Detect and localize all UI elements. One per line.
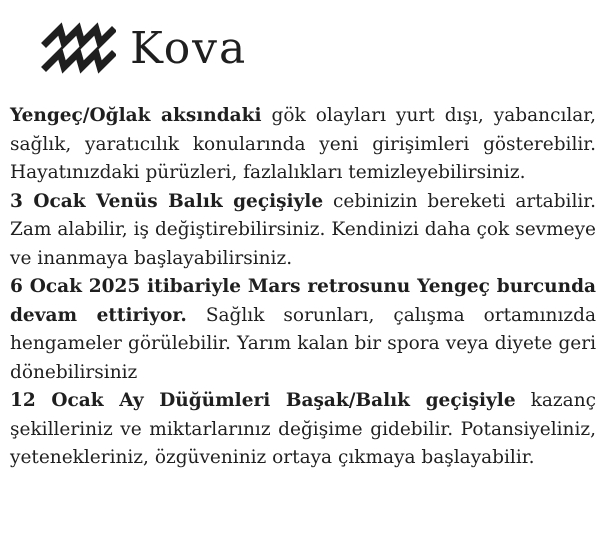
paragraph-heading: 6 Ocak 2025 itibariyle Mars retrosunu Yengeç burcunda devam ettiriyor. bbox=[10, 276, 596, 326]
paragraph-heading: Yengeç/Oğlak aksındaki bbox=[10, 105, 262, 126]
paragraph-body: gök olayları yurt dışı, yabancılar, sağlık, yaratıcılık konularında yeni girişimleri gösterebilir. Hayatınızdaki pürüzleri, fazlalıkları temizleyebilirsiniz. bbox=[10, 105, 596, 183]
page-title: Kova bbox=[130, 23, 248, 74]
aquarius-icon bbox=[40, 21, 116, 77]
paragraph-nodes bbox=[10, 387, 596, 473]
paragraph-heading: 12 Ocak Ay Düğümleri Başak/Balık geçişiyle bbox=[10, 390, 516, 411]
page-header bbox=[40, 14, 247, 84]
paragraph-venus bbox=[10, 188, 596, 274]
paragraph-body: kazanç şekilleriniz ve miktarlarınız değişime gidebilir. Potansiyeliniz, yetenekleriniz, özgüveniniz ortaya çıkmaya başlayabilir. bbox=[10, 390, 596, 468]
paragraph-axis bbox=[10, 102, 596, 188]
paragraph-body: cebinizin bereketi artabilir. Zam alabilir, iş değiştirebilirsiniz. Kendinizi daha çok sevmeye ve inanmaya başlayabilirsiniz. bbox=[10, 190, 596, 269]
paragraph-heading: 3 Ocak Venüs Balık geçişiyle bbox=[10, 190, 324, 212]
horoscope-text bbox=[10, 102, 596, 473]
paragraph-body: Sağlık sorunları, çalışma ortamınızda hengameler görülebilir. Yarım kalan bir spora veya diyete geri dönebilirsiniz bbox=[10, 304, 596, 383]
paragraph-mars bbox=[10, 273, 596, 387]
